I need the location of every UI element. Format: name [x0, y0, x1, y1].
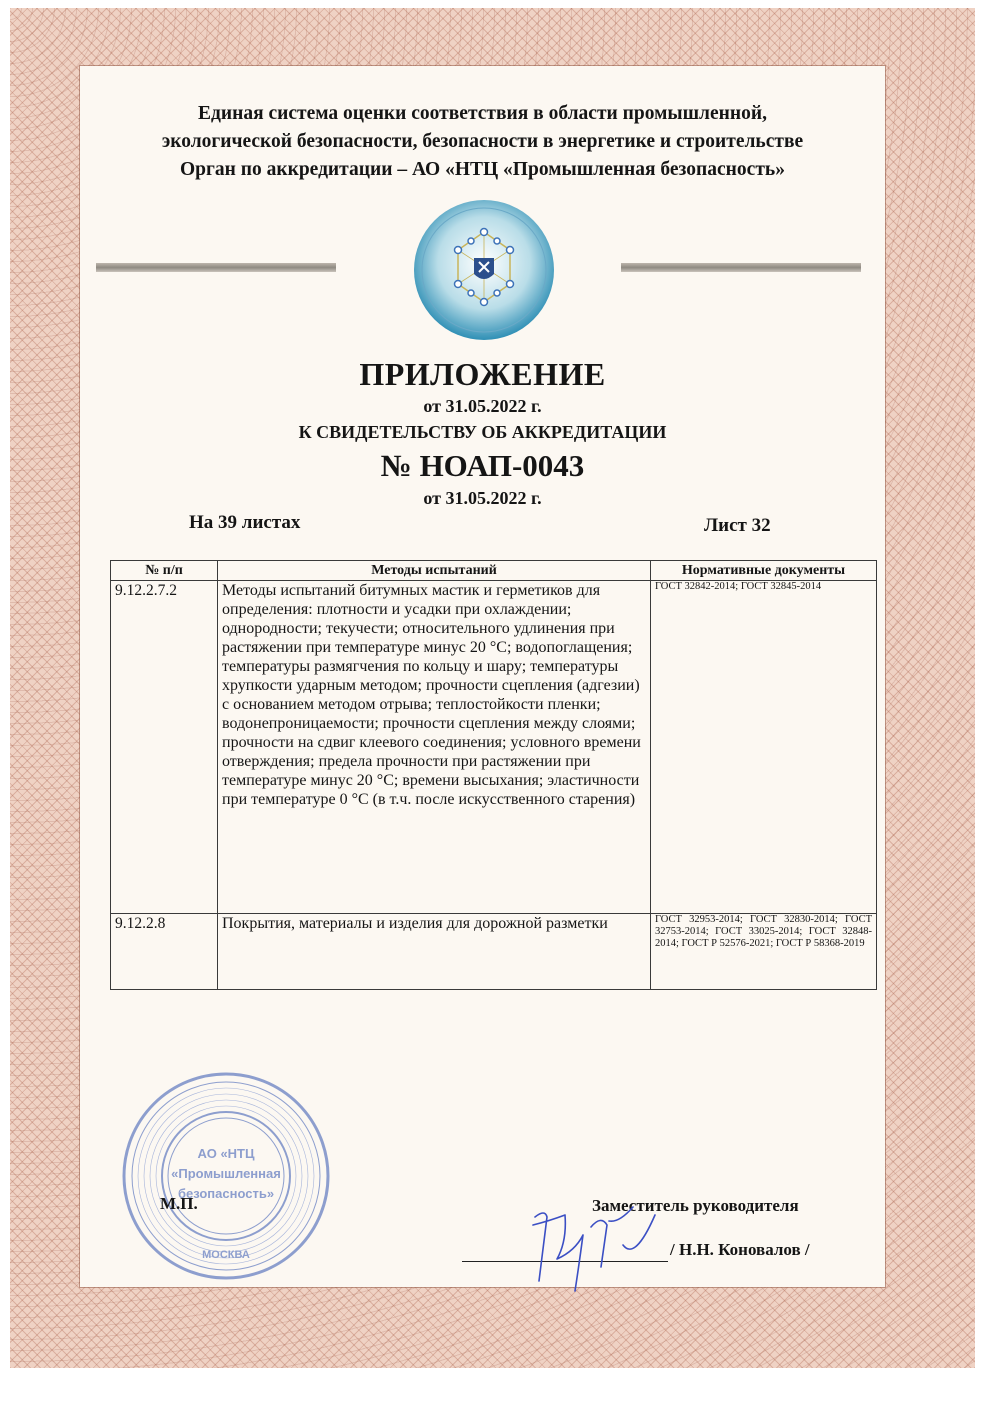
- row-method: Методы испытаний битумных мастик и герметиков для определения: плотности и усадки при охлаждении; однородности; текучести; относительного удлинения при растяжении при температуре минус 20 °С; водопоглащения; температуры размягчения по кольцу и шару; температуры хрупкости ударным методом; прочности сцепления (адгезии) с основанием методом отрыва; теплостойкости пленки; водонепроницаемости; прочности сцепления между слоями; прочности на сдвиг клеевого соединения; условного времени отверждения; предела прочности при растяжении при температуре минус 20 °С; времени высыхания; эластичности при температуре 0 °С (в т.ч. после искусственного старения): [218, 581, 651, 914]
- column-header-methods: Методы испытаний: [218, 561, 651, 581]
- total-sheets: На 39 листах: [189, 512, 301, 533]
- handwritten-signature-icon: [505, 1195, 675, 1295]
- header-line-3: Орган по аккредитации – АО «НТЦ «Промышленная безопасность»: [180, 159, 785, 180]
- row-number: 9.12.2.8: [111, 914, 218, 990]
- table-header-row: [111, 561, 877, 581]
- column-header-number: № п/п: [111, 561, 218, 581]
- seal-text-2: «Промышленная: [171, 1166, 281, 1181]
- certificate-number: № НОАП-0043: [380, 448, 585, 483]
- certificate-date: от 31.05.2022 г.: [423, 488, 542, 508]
- issuer-header: [80, 100, 885, 184]
- test-methods-table: [110, 560, 877, 990]
- seal-city: МОСКВА: [202, 1249, 250, 1261]
- header-line-2: экологической безопасности, безопасности в энергетике и строительстве: [161, 131, 804, 152]
- decorative-rule-right: [621, 263, 861, 272]
- row-documents: ГОСТ 32842-2014; ГОСТ 32845-2014: [651, 581, 877, 914]
- seal-text-1: АО «НТЦ: [197, 1146, 255, 1161]
- appendix-date: от 31.05.2022 г.: [423, 396, 542, 416]
- appendix-subtitle: К СВИДЕТЕЛЬСТВУ ОБ АККРЕДИТАЦИИ: [298, 422, 667, 442]
- decorative-rule-left: [96, 263, 336, 272]
- signer-position: Заместитель руководителя: [592, 1196, 799, 1215]
- table-row: [111, 581, 877, 914]
- current-sheet: Лист 32: [704, 515, 771, 536]
- row-number: 9.12.2.7.2: [111, 581, 218, 914]
- table-row: [111, 914, 877, 990]
- document-title: ПРИЛОЖЕНИЕ: [359, 356, 606, 392]
- seal-place-label: М.П.: [160, 1194, 198, 1213]
- column-header-documents: Нормативные документы: [651, 561, 877, 581]
- official-seal-icon: [120, 1070, 332, 1282]
- header-line-1: Единая система оценки соответствия в области промышленной,: [197, 103, 767, 124]
- row-documents: ГОСТ 32953-2014; ГОСТ 32830-2014; ГОСТ 32753-2014; ГОСТ 33025-2014; ГОСТ 32848-2014; ГОСТ Р 52576-2021; ГОСТ Р 58368-2019: [651, 914, 877, 990]
- seal-text-3: безопасность»: [177, 1186, 275, 1201]
- row-method: Покрытия, материалы и изделия для дорожной разметки: [218, 914, 651, 990]
- signer-name: / Н.Н. Коновалов /: [670, 1240, 810, 1259]
- network-emblem-icon: [412, 198, 556, 342]
